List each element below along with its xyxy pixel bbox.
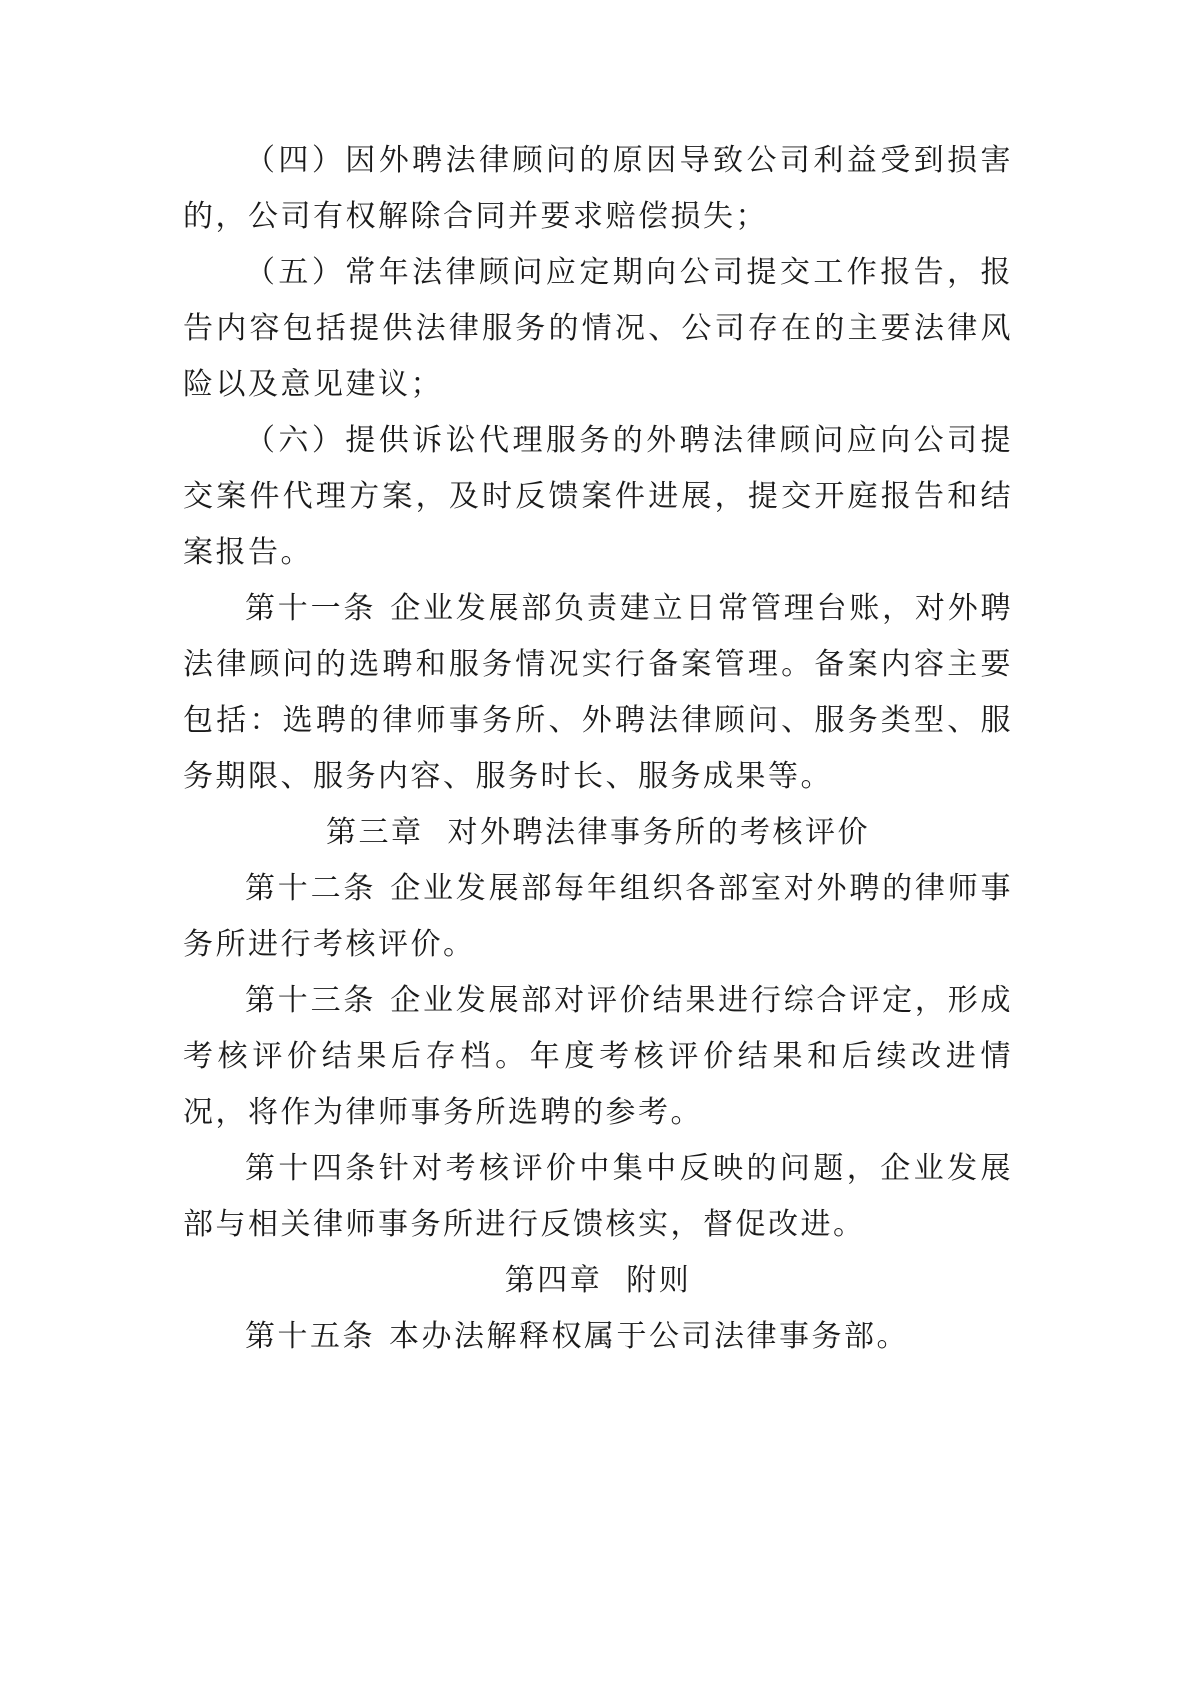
clause-six: （六）提供诉讼代理服务的外聘法律顾问应向公司提交案件代理方案，及时反馈案件进展，提交开庭报告和结案报告。 [183, 423, 1013, 570]
article-fifteen [183, 1309, 1013, 1365]
clause-five: （五）常年法律顾问应定期向公司提交工作报告，报告内容包括提供法律服务的情况、公司存在的主要法律风险以及意见建议； [183, 255, 1013, 402]
article-text: 本办法解释权属于公司法律事务部。 [389, 1319, 909, 1354]
article-number: 第十五条 [245, 1319, 375, 1354]
article-number: 第十三条 [245, 983, 377, 1018]
article-text: 企业发展部对评价结果进行综合评定，形成考核评价结果后存档。年度考核评价结果和后续改进情况，将作为律师事务所选聘的参考。 [183, 983, 1014, 1130]
document-body [183, 133, 1013, 1365]
chapter-four-heading: 第四章 附则 [504, 1263, 692, 1298]
article-text: 企业发展部每年组织各部室对外聘的律师事务所进行考核评价。 [183, 871, 1014, 962]
article-number: 第十二条 [245, 871, 377, 906]
article-number: 第十一条 [245, 591, 377, 626]
article-eleven [183, 581, 1013, 805]
article-twelve [183, 861, 1013, 973]
article-text: 企业发展部负责建立日常管理台账，对外聘法律顾问的选聘和服务情况实行备案管理。备案内容主要包括：选聘的律师事务所、外聘法律顾问、服务类型、服务期限、服务内容、服务时长、服务成果等。 [183, 591, 1014, 794]
article-fourteen: 第十四条针对考核评价中集中反映的问题，企业发展部与相关律师事务所进行反馈核实，督促改进。 [183, 1151, 1013, 1242]
chapter-three-heading: 第三章 对外聘法律事务所的考核评价 [325, 815, 871, 850]
clause-four: （四）因外聘法律顾问的原因导致公司利益受到损害的，公司有权解除合同并要求赔偿损失； [183, 143, 1013, 234]
article-thirteen [183, 973, 1013, 1141]
